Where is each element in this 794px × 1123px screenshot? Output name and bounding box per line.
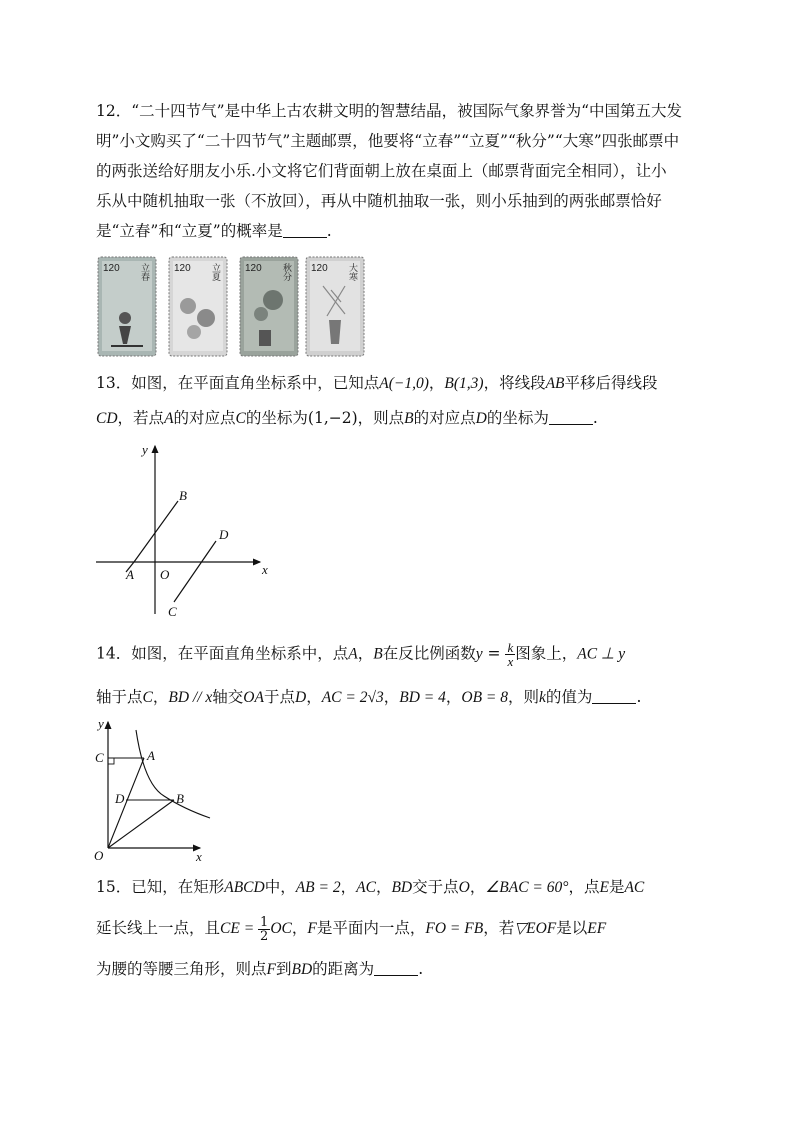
q15-line-1: 15．已知，在矩形ABCD中，AB = 2，AC，BD交于点O，∠BAC = 60°，点E是AC <box>96 878 645 896</box>
segment-ab <box>134 501 178 562</box>
y-label: y <box>142 442 148 457</box>
stamp-value: 120 <box>245 263 262 274</box>
point-c-label: C <box>95 750 104 765</box>
right-angle-mark <box>108 758 114 764</box>
q12-line-3: 的两张送给好朋友小乐.小文将它们背面朝上放在桌面上（邮票背面完全相同），让小 <box>96 162 667 180</box>
q12-line-5: 是“立春”和“立夏”的概率是 . <box>96 222 332 240</box>
answer-blank <box>374 961 418 976</box>
point-d-label: D <box>219 527 229 542</box>
stamp-dahan <box>305 256 365 357</box>
stamp-lixia <box>168 256 228 357</box>
q13-line-2: CD，若点A的对应点C的坐标为(1,−2)，则点B的对应点D的坐标为 . <box>96 409 598 427</box>
stamp-value: 120 <box>103 263 120 274</box>
stamp-name: 立夏 <box>210 263 220 281</box>
y-label: y <box>98 716 104 731</box>
q14-line-1: 14．如图，在平面直角坐标系中，点A，B在反比例函数y = $\frac{k}{x}$ 图象上，AC ⊥ y <box>96 640 626 669</box>
fraction-k-over-x: $\frac{k}{x}$ <box>507 640 514 669</box>
stamp-value: 120 <box>174 263 191 274</box>
q13-line-1: 13．如图，在平面直角坐标系中，已知点A(−1,0)，B(1,3)，将线段AB平移后得线段 <box>96 374 658 392</box>
q14-figure <box>88 714 218 866</box>
point-c-label: C <box>168 604 177 619</box>
stamp-qiufen <box>239 256 299 357</box>
stamp-name: 大寒 <box>347 263 357 281</box>
point-b-label: B <box>179 488 187 503</box>
q12-line-4: 乐从中随机抽取一张（不放回），再从中随机抽取一张，则小乐抽到的两张邮票恰好 <box>96 192 662 210</box>
q13-figure <box>90 438 270 623</box>
point-a-label: A <box>147 748 155 763</box>
point-b-label: B <box>176 791 184 806</box>
answer-blank <box>283 223 327 238</box>
point-d-label: D <box>115 791 125 806</box>
answer-blank <box>592 689 636 704</box>
q14-line-2: 轴于点C，BD // x轴交OA于点D，AC = 2√3，BD = 4，OB = 8，则k的值为 . <box>96 688 642 706</box>
q15-line-3: 为腰的等腰三角形，则点F到BD的距离为 . <box>96 960 424 978</box>
x-label: x <box>262 562 268 577</box>
fraction-one-half: $\frac{1}{2}$ <box>260 914 269 944</box>
hyperbola <box>136 730 210 818</box>
q12-line-2: 明”小文购买了“二十四节气”主题邮票，他要将“立春”“立夏”“秋分”“大寒”四张邮票中 <box>96 132 680 150</box>
stamp-name: 秋分 <box>281 263 291 281</box>
stamp-lichun <box>97 256 157 357</box>
x-label: x <box>196 849 202 864</box>
q15-line-2: 延长线上一点，且CE = $\frac{1}{2}$ OC，F是平面内一点，FO = FB，若▽EOF是以EF <box>96 914 607 944</box>
q12-line-1: 12．“二十四节气”是中华上古农耕文明的智慧结晶，被国际气象界誉为“中国第五大发 <box>96 102 682 120</box>
segment-cd <box>174 541 216 602</box>
origin-label: O <box>160 567 170 582</box>
stamp-name: 立春 <box>139 263 149 281</box>
answer-blank <box>549 410 593 425</box>
origin-label: O <box>94 848 104 863</box>
point-a-label: A <box>126 567 134 582</box>
stamp-value: 120 <box>311 263 328 274</box>
